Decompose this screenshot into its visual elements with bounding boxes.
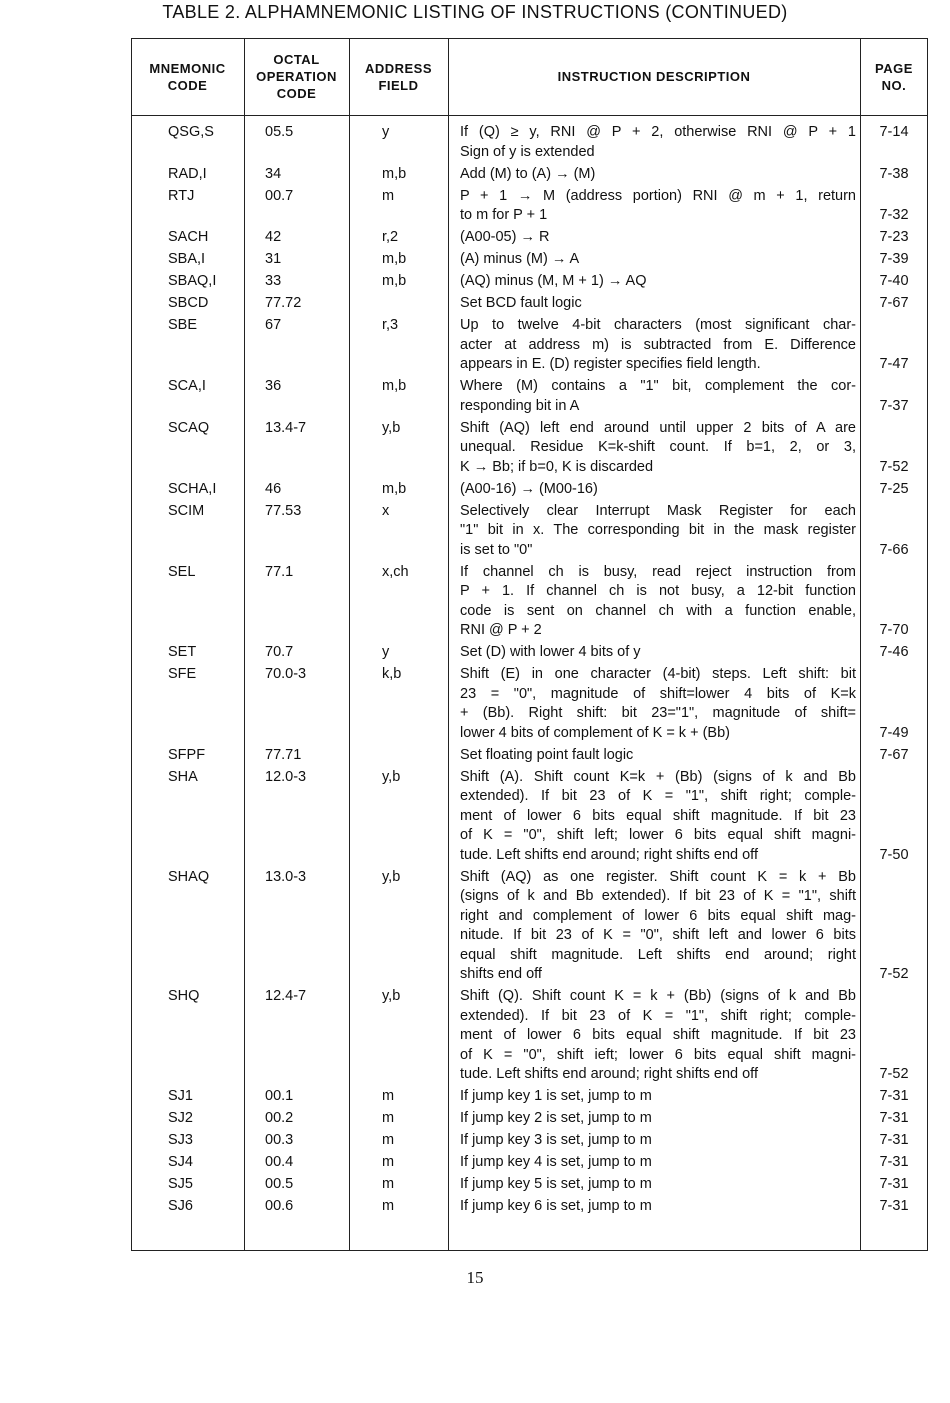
octal-operation-code: 13.0-3	[265, 868, 307, 885]
address-field: m	[382, 1132, 395, 1148]
page-no: 7-50	[879, 846, 909, 863]
table-row	[0, 480, 950, 502]
description-line: If channel ch is busy, read reject instruction from	[460, 563, 856, 580]
description-line: If jump key 6 is set, jump to m	[460, 1198, 652, 1214]
page-no: 7-52	[879, 966, 909, 982]
address-field: m,b	[382, 165, 407, 182]
octal-operation-code: 00.7	[265, 187, 294, 204]
header-page-no: PAGE NO.	[875, 60, 913, 93]
description-line: Shift (Q). Shift count K = k + (Bb) (signs of k and Bb	[460, 988, 856, 1004]
instruction-description	[460, 1153, 856, 1173]
instruction-description	[460, 1087, 856, 1107]
page-no: 7-47	[879, 356, 909, 372]
description-line: If jump key 5 is set, jump to m	[460, 1176, 652, 1192]
instruction-description	[460, 665, 856, 743]
mnemonic-code: SEL	[168, 563, 196, 580]
table-row	[0, 377, 950, 419]
octal-operation-code: 77.1	[265, 563, 294, 580]
mnemonic-code: SCHA,I	[168, 480, 217, 497]
address-field: m,b	[382, 480, 407, 497]
description-line: "1" bit in x. The corresponding bit in the mask register	[460, 522, 856, 538]
octal-operation-code: 00.4	[265, 1154, 294, 1170]
mnemonic-code: SBCD	[168, 295, 209, 311]
mnemonic-code: SJ6	[168, 1198, 193, 1214]
table-row	[0, 563, 950, 644]
address-field: m	[382, 187, 395, 204]
header-instruction-description: INSTRUCTION DESCRIPTION	[557, 69, 751, 84]
table-row	[0, 165, 950, 187]
page-no: 7-32	[879, 207, 909, 223]
instruction-description	[460, 123, 856, 162]
mnemonic-code: SACH	[168, 229, 209, 245]
instruction-description	[460, 987, 856, 1085]
address-field: m	[382, 1154, 395, 1170]
table-row	[0, 1131, 950, 1153]
description-line: + (Bb). Right shift: bit 23="1", magnitude of shift=	[460, 705, 856, 721]
instruction-description	[460, 502, 856, 561]
octal-operation-code: 13.4-7	[265, 419, 307, 436]
mnemonic-code: SFE	[168, 666, 197, 682]
page-no: 7-37	[879, 397, 909, 414]
table-row	[0, 1175, 950, 1197]
mnemonic-code: SFPF	[168, 746, 206, 763]
description-line: Shift (AQ) as one register. Shift count K = k + Bb	[460, 868, 856, 885]
mnemonic-code: RTJ	[168, 187, 195, 204]
table-row	[0, 294, 950, 316]
mnemonic-code: SJ4	[168, 1154, 193, 1170]
octal-operation-code: 46	[265, 480, 282, 497]
address-field: m,b	[382, 378, 407, 394]
description-line: responding bit in A	[460, 397, 580, 414]
octal-operation-code: 77.71	[265, 746, 302, 763]
instruction-description	[460, 563, 856, 641]
octal-operation-code: 12.4-7	[265, 988, 307, 1004]
description-line: If jump key 2 is set, jump to m	[460, 1110, 652, 1126]
mnemonic-code: SJ1	[168, 1088, 193, 1104]
instruction-description	[460, 377, 856, 416]
page-no: 7-66	[879, 541, 909, 558]
page-no: 7-31	[879, 1132, 909, 1148]
page-number: 15	[466, 1268, 484, 1287]
address-field: y	[382, 124, 390, 140]
octal-operation-code: 70.7	[265, 644, 294, 660]
mnemonic-code: SHQ	[168, 988, 200, 1004]
table-row	[0, 502, 950, 563]
instruction-description	[460, 1109, 856, 1129]
instruction-description	[460, 272, 856, 292]
table-row	[0, 272, 950, 294]
table-row	[0, 1153, 950, 1175]
octal-operation-code: 00.1	[265, 1088, 294, 1104]
description-line: Sign of y is extended	[460, 143, 595, 160]
mnemonic-code: RAD,I	[168, 165, 207, 182]
instruction-description	[460, 316, 856, 375]
description-line: Shift (E) in one character (4-bit) steps. Left shift: bit	[460, 666, 856, 682]
mnemonic-code: SCIM	[168, 502, 205, 519]
address-field: m,b	[382, 273, 407, 289]
table-row	[0, 987, 950, 1087]
octal-operation-code: 77.53	[265, 502, 302, 519]
description-line: acter at address m) is subtracted from E. Difference	[460, 336, 856, 353]
octal-operation-code: 00.5	[265, 1176, 294, 1192]
page-no: 7-25	[879, 480, 909, 497]
description-line: to m for P + 1	[460, 207, 548, 223]
table-row	[0, 643, 950, 665]
octal-operation-code: 67	[265, 317, 282, 333]
table-row	[0, 768, 950, 868]
header-address-field: ADDRESS FIELD	[364, 60, 433, 93]
octal-operation-code: 77.72	[265, 295, 302, 311]
description-line: Set floating point fault logic	[460, 746, 634, 763]
page-no: 7-46	[879, 644, 909, 660]
table-row	[0, 250, 950, 272]
page-no: 7-14	[879, 124, 909, 140]
address-field: y,b	[382, 768, 401, 785]
instruction-description	[460, 294, 856, 314]
page-no: 7-31	[879, 1176, 909, 1192]
page-no: 7-31	[879, 1110, 909, 1126]
page-no: 7-67	[879, 746, 909, 763]
instruction-description	[460, 868, 856, 985]
description-line: (A00-05) → R	[460, 229, 550, 245]
description-line: Up to twelve 4-bit characters (most significant char-	[460, 317, 856, 333]
table-title: TABLE 2. ALPHAMNEMONIC LISTING OF INSTRUCTIONS (CONTINUED)	[162, 2, 788, 22]
address-field: k,b	[382, 666, 402, 682]
description-line: (A00-16) → (M00-16)	[460, 480, 598, 497]
address-field: m,b	[382, 251, 407, 267]
description-line: lower 4 bits of complement of K = k + (Bb)	[460, 724, 730, 741]
octal-operation-code: 00.2	[265, 1110, 294, 1126]
description-line: nitude. If bit 23 of K = "0", shift left and lower 6 bits	[460, 927, 856, 943]
description-line: P + 1 → M (address portion) RNI @ m + 1, return	[460, 187, 856, 204]
instruction-description	[460, 250, 856, 270]
address-field: x	[382, 502, 390, 519]
table-row	[0, 228, 950, 250]
description-line: of K = "0", shift left; lower 6 bits equal shift magni-	[460, 827, 856, 843]
page-no: 7-52	[879, 1066, 909, 1082]
instruction-description	[460, 419, 856, 478]
instruction-description	[460, 768, 856, 866]
table-row	[0, 316, 950, 377]
page-no: 7-31	[879, 1154, 909, 1170]
instruction-description	[460, 187, 856, 226]
description-line: extended). If bit 23 of K = "1", shift right; comple-	[460, 1007, 856, 1024]
description-line: K → Bb; if b=0, K is discarded	[460, 458, 654, 475]
mnemonic-code: SJ5	[168, 1176, 193, 1192]
address-field: r,3	[382, 317, 399, 333]
table-row	[0, 187, 950, 229]
page-no: 7-67	[879, 295, 909, 311]
address-field: y,b	[382, 419, 401, 436]
description-line: P + 1. If channel ch is not busy, a 12-bit function	[460, 583, 856, 599]
table-row	[0, 419, 950, 480]
page-no: 7-40	[879, 273, 909, 289]
description-line: extended). If bit 23 of K = "1", shift right; comple-	[460, 788, 856, 804]
address-field: m	[382, 1110, 395, 1126]
mnemonic-code: SCA,I	[168, 378, 206, 394]
address-field: y,b	[382, 988, 401, 1004]
mnemonic-code: SBE	[168, 317, 198, 333]
description-line: Set BCD fault logic	[460, 295, 582, 311]
description-line: (signs of k and Bb extended). If bit 23 of K = "1", shift	[460, 888, 856, 904]
mnemonic-code: SHAQ	[168, 868, 210, 885]
page-no: 7-23	[879, 229, 909, 245]
octal-operation-code: 36	[265, 378, 282, 394]
address-field: m	[382, 1198, 395, 1214]
octal-operation-code: 12.0-3	[265, 768, 307, 785]
header-rule	[131, 115, 928, 116]
address-field: m	[382, 1176, 395, 1192]
page-no: 7-31	[879, 1088, 909, 1104]
page-no: 7-49	[879, 724, 909, 741]
mnemonic-code: SBAQ,I	[168, 273, 217, 289]
octal-operation-code: 31	[265, 251, 282, 267]
description-line: Set (D) with lower 4 bits of y	[460, 644, 641, 660]
instruction-description	[460, 1197, 856, 1217]
octal-operation-code: 00.3	[265, 1132, 294, 1148]
octal-operation-code: 70.0-3	[265, 666, 307, 682]
instruction-rows	[0, 123, 950, 1219]
description-line: ment of lower 6 bits equal shift magnitude. If bit 23	[460, 807, 856, 824]
table-row	[0, 1197, 950, 1219]
page-no: 7-70	[879, 622, 909, 638]
table-row	[0, 746, 950, 768]
instruction-description	[460, 643, 856, 663]
description-line: 23 = "0", magnitude of shift=lower 4 bits of K=k	[460, 685, 856, 702]
description-line: unequal. Residue K=k-shift count. If b=1, 2, or 3,	[460, 439, 856, 455]
table-row	[0, 1109, 950, 1131]
description-line: right and complement of lower 6 bits equal shift mag-	[460, 907, 856, 924]
description-line: If (Q) ≥ y, RNI @ P + 2, otherwise RNI @ P + 1	[460, 124, 856, 140]
description-line: Where (M) contains a "1" bit, complement the cor-	[460, 378, 856, 394]
instruction-description	[460, 480, 856, 500]
mnemonic-code: SJ3	[168, 1132, 193, 1148]
octal-operation-code: 42	[265, 229, 282, 245]
description-line: shifts end off	[460, 966, 542, 982]
instruction-description	[460, 746, 856, 766]
instruction-description	[460, 1131, 856, 1151]
description-line: Selectively clear Interrupt Mask Register for each	[460, 502, 856, 519]
octal-operation-code: 00.6	[265, 1198, 294, 1214]
header-octal-operation-code: OCTAL OPERATION CODE	[256, 52, 337, 101]
header-mnemonic-code: MNEMONIC CODE	[149, 60, 226, 93]
description-line: (AQ) minus (M, M + 1) → AQ	[460, 273, 647, 289]
description-line: If jump key 4 is set, jump to m	[460, 1154, 652, 1170]
instruction-description	[460, 228, 856, 248]
description-line: tude. Left shifts end around; right shifts end off	[460, 846, 758, 863]
table-row	[0, 665, 950, 746]
page-no: 7-31	[879, 1198, 909, 1214]
description-line: If jump key 3 is set, jump to m	[460, 1132, 652, 1148]
description-line: equal shift magnitude. Left shifts end around; right	[460, 946, 856, 963]
page-no: 7-38	[879, 165, 909, 182]
description-line: RNI @ P + 2	[460, 622, 542, 638]
octal-operation-code: 34	[265, 165, 282, 182]
description-line: (A) minus (M) → A	[460, 251, 580, 267]
description-line: ment of lower 6 bits equal shift magnitude. If bit 23	[460, 1027, 856, 1043]
address-field: y	[382, 644, 390, 660]
address-field: m	[382, 1088, 395, 1104]
description-line: Add (M) to (A) → (M)	[460, 165, 596, 182]
mnemonic-code: SJ2	[168, 1110, 193, 1126]
mnemonic-code: QSG,S	[168, 124, 214, 140]
table-row	[0, 1087, 950, 1109]
mnemonic-code: SET	[168, 644, 197, 660]
description-line: code is sent on channel ch with a function enable,	[460, 602, 856, 619]
mnemonic-code: SBA,I	[168, 251, 206, 267]
instruction-description	[460, 165, 856, 185]
address-field: y,b	[382, 868, 401, 885]
page-no: 7-39	[879, 251, 909, 267]
description-line: is set to "0"	[460, 541, 533, 558]
page-no: 7-52	[879, 458, 909, 475]
description-line: Shift (A). Shift count K=k + (Bb) (signs of k and Bb	[460, 768, 856, 785]
address-field: x,ch	[382, 563, 409, 580]
description-line: If jump key 1 is set, jump to m	[460, 1088, 652, 1104]
octal-operation-code: 33	[265, 273, 282, 289]
table-row	[0, 868, 950, 988]
mnemonic-code: SCAQ	[168, 419, 210, 436]
octal-operation-code: 05.5	[265, 124, 294, 140]
table-row	[0, 123, 950, 165]
description-line: of K = "0", shift ieft; lower 6 bits equal shift magni-	[460, 1046, 856, 1063]
description-line: appears in E. (D) register specifies field length.	[460, 356, 761, 372]
instruction-description	[460, 1175, 856, 1195]
description-line: Shift (AQ) left end around until upper 2 bits of A are	[460, 419, 856, 436]
description-line: tude. Left shifts end around; right shifts end off	[460, 1066, 758, 1082]
address-field: r,2	[382, 229, 399, 245]
mnemonic-code: SHA	[168, 768, 198, 785]
